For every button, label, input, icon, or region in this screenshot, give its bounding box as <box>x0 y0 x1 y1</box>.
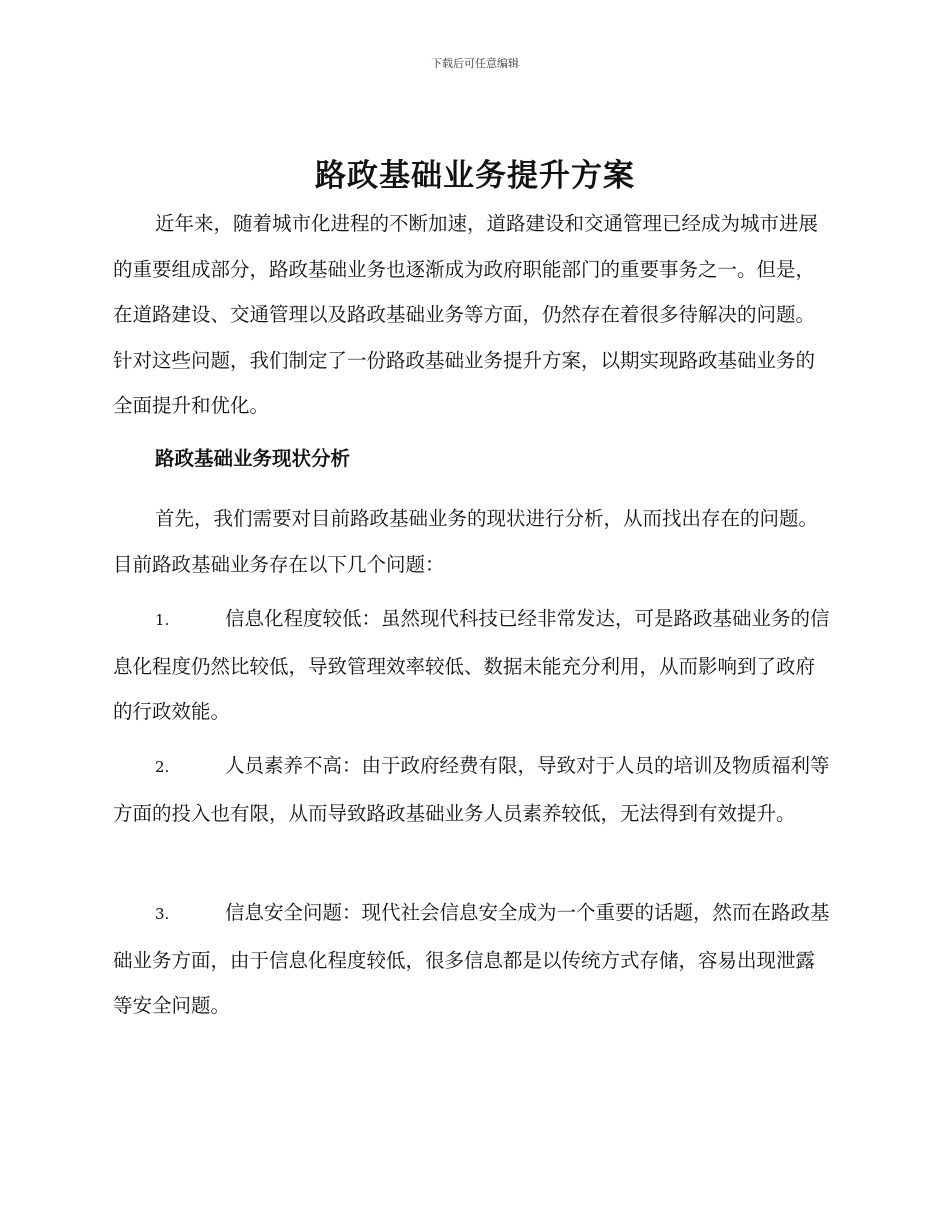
list-item <box>113 890 833 1029</box>
list-item-number: 3. <box>155 905 170 923</box>
list-item-number: 2. <box>155 758 170 776</box>
section-heading: 路政基础业务现状分析 <box>155 447 351 470</box>
page-header-note: 下载后可任意编辑 <box>431 57 519 70</box>
document-title: 路政基础业务提升方案 <box>315 158 635 194</box>
section-intro-paragraph: 首先，我们需要对目前路政基础业务的现状进行分析，从而找出存在的问题。目前路政基础业务存在以下几个问题： <box>113 507 819 576</box>
list-item-text: 人员素养不高：由于政府经费有限，导致对于人员的培训及物质福利等方面的投入也有限，从而导致路政基础业务人员素养较低，无法得到有效提升。 <box>113 754 830 825</box>
list-item-text: 信息安全问题：现代社会信息安全成为一个重要的话题，然而在路政基础业务方面，由于信息化程度较低，很多信息都是以传统方式存储，容易出现泄露等安全问题。 <box>113 901 830 1018</box>
intro-paragraph: 近年来，随着城市化进程的不断加速，道路建设和交通管理已经成为城市进展的重要组成部分，路政基础业务也逐渐成为政府职能部门的重要事务之一。但是，在道路建设、交通管理以及路政基础业务等方面，仍然存在着很多待解决的问题。针对这些问题，我们制定了一份路政基础业务提升方案，以期实现路政基础业务的全面提升和优化。 <box>113 212 819 418</box>
list-item-number: 1. <box>155 611 170 629</box>
list-item <box>113 743 833 836</box>
list-item <box>113 596 833 735</box>
list-item-text: 信息化程度较低：虽然现代科技已经非常发达，可是路政基础业务的信息化程度仍然比较低，导致管理效率较低、数据未能充分利用，从而影响到了政府的行政效能。 <box>113 607 830 724</box>
